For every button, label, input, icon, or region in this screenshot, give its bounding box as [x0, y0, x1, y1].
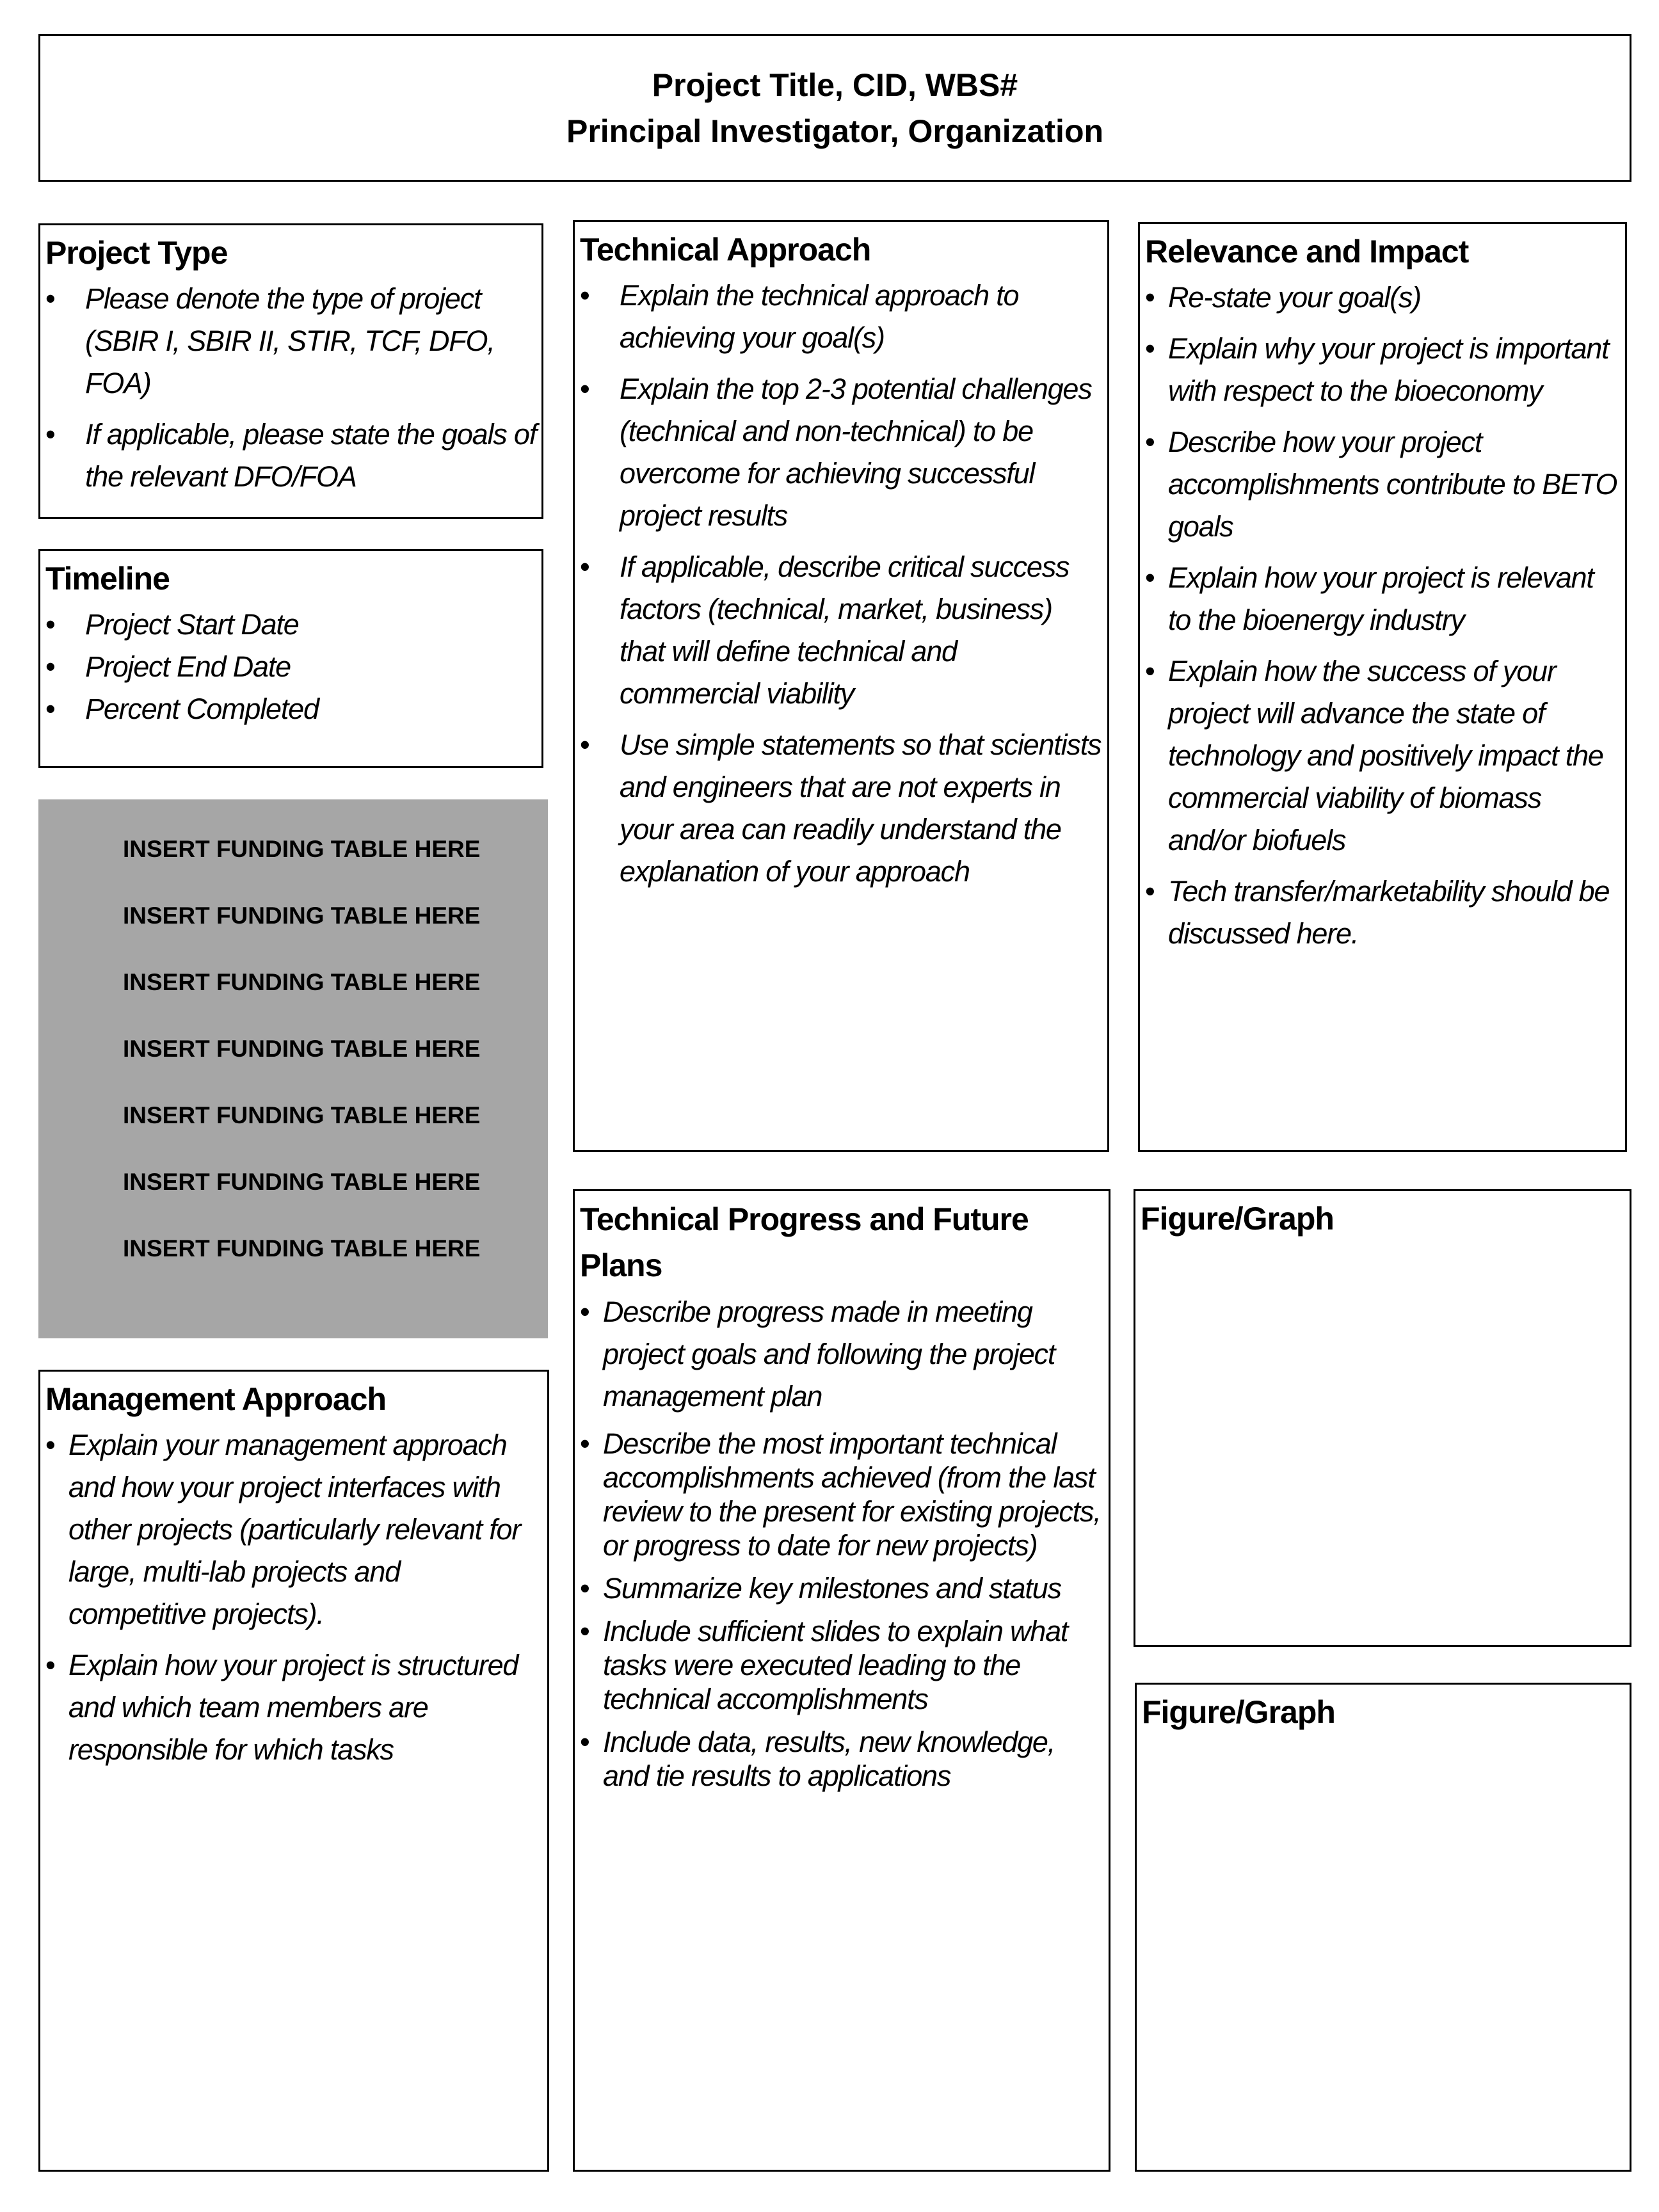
list-item: • Please denote the type of project (SBIR I, SBIR II, STIR, TCF, DFO, FOA) — [45, 278, 536, 405]
funding-row: INSERT FUNDING TABLE HERE — [123, 1102, 481, 1128]
list-item: • Include data, results, new knowledge, and tie results to applications — [580, 1725, 1103, 1793]
list-item: • If applicable, please state the goals of the relevant DFO/FOA — [45, 413, 536, 498]
list-item: • Include sufficient slides to explain what tasks were executed leading to the technical accomplishments — [580, 1614, 1103, 1716]
project-title: Project Title, CID, WBS# — [652, 67, 1018, 103]
technical-approach-box — [573, 220, 1109, 1152]
funding-row: INSERT FUNDING TABLE HERE — [123, 1036, 481, 1062]
section-title: Figure/Graph — [1142, 1694, 1335, 1730]
list-item: • Explain how your project is relevant to the bioenergy industry — [1145, 557, 1620, 641]
funding-row: INSERT FUNDING TABLE HERE — [123, 969, 481, 995]
list-item: • Use simple statements so that scientists and engineers that are not experts in your area can readily understand the explanation of your approach — [580, 724, 1102, 893]
list-item: • Project Start Date — [45, 604, 536, 646]
list-item: • Percent Completed — [45, 688, 536, 730]
list-item: • Explain how the success of your project will advance the state of technology and positively impact the commercial viability of biomass and/or biofuels — [1145, 650, 1620, 862]
list-item: • Project End Date — [45, 646, 536, 688]
list-item: • Describe progress made in meeting project goals and following the project management plan — [580, 1291, 1103, 1418]
list-item: • Explain why your project is important with respect to the bioeconomy — [1145, 328, 1620, 412]
principal-investigator: Principal Investigator, Organization — [566, 113, 1104, 149]
list-item: • Re-state your goal(s) — [1145, 276, 1620, 319]
figure-graph-box-1 — [1134, 1189, 1631, 1647]
list-item: • Tech transfer/marketability should be discussed here. — [1145, 870, 1620, 955]
list-item: • Explain the technical approach to achieving your goal(s) — [580, 275, 1102, 359]
list-item: • Describe the most important technical accomplishments achieved (from the last review to the present for existing projects, or progress to date for new projects) — [580, 1427, 1103, 1562]
funding-row: INSERT FUNDING TABLE HERE — [123, 1169, 481, 1195]
funding-row: INSERT FUNDING TABLE HERE — [123, 902, 481, 929]
figure-graph-box-2 — [1135, 1683, 1631, 2172]
section-title: Relevance and Impact — [1145, 234, 1469, 269]
funding-row: INSERT FUNDING TABLE HERE — [123, 1235, 481, 1262]
relevance-impact-box — [1138, 222, 1627, 1152]
list-item: • Explain the top 2-3 potential challenges (technical and non-technical) to be overcome for achieving successful project results — [580, 368, 1102, 537]
section-title: Project Type — [45, 235, 228, 271]
list-item: • If applicable, describe critical success factors (technical, market, business) that will define technical and commercial viability — [580, 546, 1102, 715]
section-title: Technical Progress and Future Plans — [580, 1201, 1029, 1283]
section-title: Technical Approach — [580, 232, 871, 268]
project-type-box — [38, 223, 543, 519]
technical-progress-box — [573, 1189, 1110, 2172]
list-item: • Summarize key milestones and status — [580, 1571, 1103, 1605]
funding-row: INSERT FUNDING TABLE HERE — [123, 836, 481, 862]
list-item: • Explain how your project is structured and which team members are responsible for which tasks — [45, 1644, 542, 1771]
funding-table-placeholder — [38, 799, 548, 1338]
header-box — [38, 34, 1631, 182]
section-title: Management Approach — [45, 1381, 387, 1417]
list-item: • Explain your management approach and how your project interfaces with other projects (particularly relevant for large, multi-lab projects and competitive projects). — [45, 1424, 542, 1635]
section-title: Timeline — [45, 561, 170, 597]
management-approach-box — [38, 1370, 549, 2172]
section-title: Figure/Graph — [1141, 1201, 1334, 1237]
list-item: • Describe how your project accomplishments contribute to BETO goals — [1145, 421, 1620, 548]
timeline-box — [38, 549, 543, 768]
